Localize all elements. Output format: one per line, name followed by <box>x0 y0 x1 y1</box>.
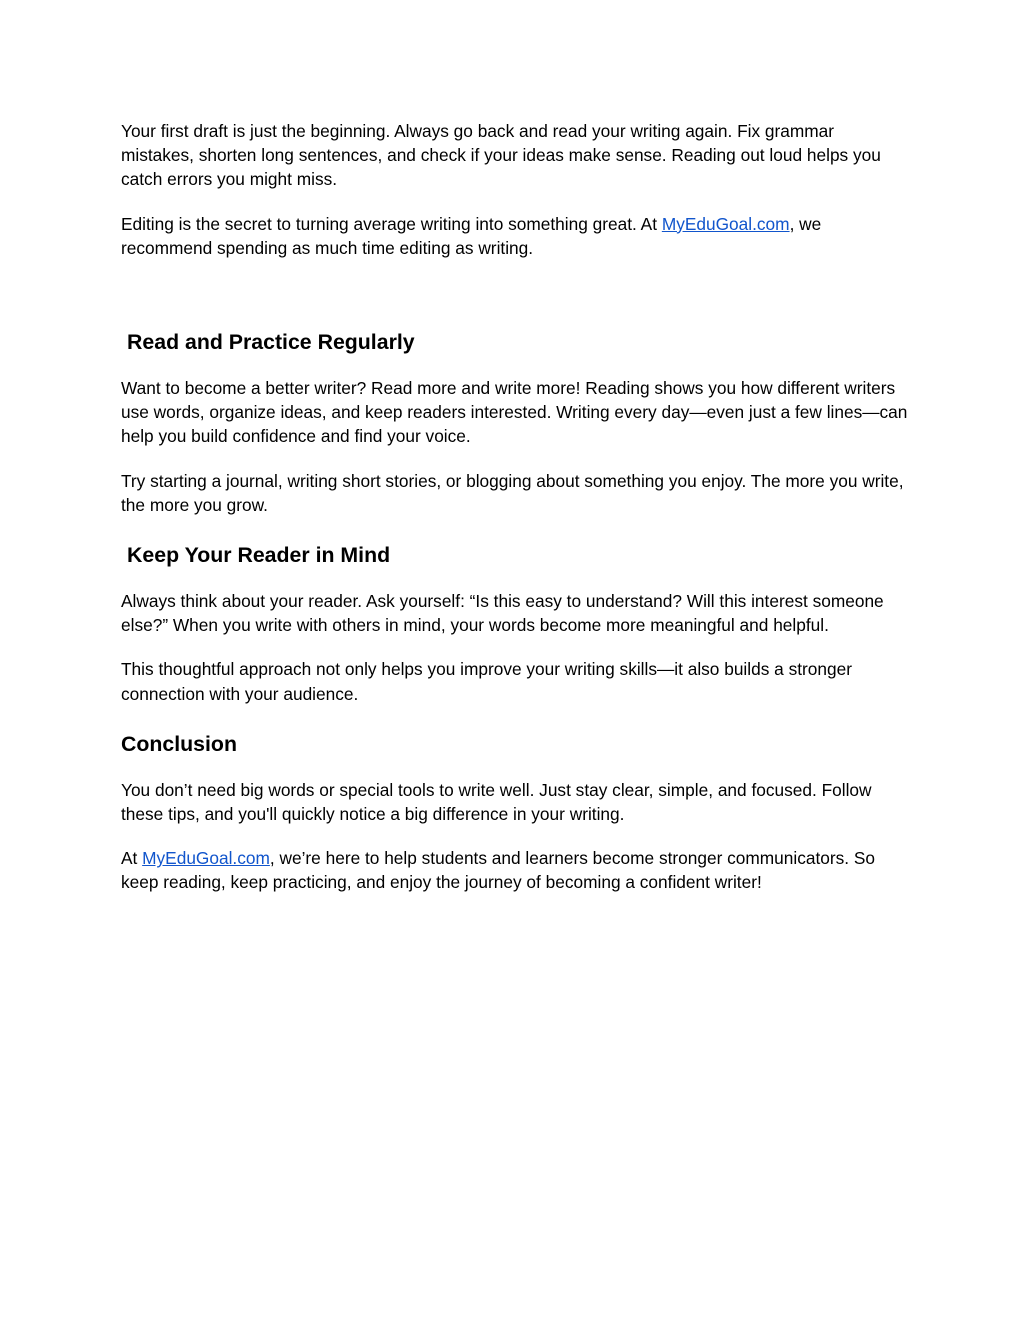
document-body <box>121 119 911 895</box>
conclusion-paragraph-2 <box>121 846 911 894</box>
read-paragraph-1: Want to become a better writer? Read more and write more! Reading shows you how different writers use words, organize ideas, and keep readers interested. Writing every day—even just a few lines—can help you build confidence and find your voice. <box>121 378 908 447</box>
reader-paragraph-1: Always think about your reader. Ask yourself: “Is this easy to understand? Will this interest someone else?” When you write with others in mind, your words become more meaningful and helpful. <box>121 591 884 636</box>
myedugoal-link[interactable]: MyEduGoal.com <box>661 213 790 234</box>
heading-keep-reader-in-mind: Keep Your Reader in Mind <box>127 543 391 568</box>
conclusion-paragraph-2-text-before: At <box>121 848 143 869</box>
intro-paragraph-1: Your first draft is just the beginning. Always go back and read your writing again. Fix grammar mistakes, shorten long sentences, and check if your ideas make sense. Reading out loud helps you catch errors you might miss. <box>121 121 881 190</box>
intro-paragraph-2 <box>121 212 911 260</box>
reader-paragraph-2: This thoughtful approach not only helps you improve your writing skills—it also builds a stronger connection with your audience. <box>121 659 852 704</box>
intro-paragraph-2-text-after: , we recommend spending as much time editing as writing. <box>121 213 822 258</box>
heading-read-and-practice: Read and Practice Regularly <box>127 330 415 355</box>
intro-paragraph-2-text-before: Editing is the secret to turning average writing into something great. At <box>121 213 662 234</box>
myedugoal-link[interactable]: MyEduGoal.com <box>142 848 270 869</box>
conclusion-paragraph-1: You don’t need big words or special tools to write well. Just stay clear, simple, and focused. Follow these tips, and you'll quickly notice a big difference in your writing. <box>121 779 872 825</box>
conclusion-paragraph-2-text-after: , we’re here to help students and learners become stronger communicators. So keep reading, keep practicing, and enjoy the journey of becoming a confident writer! <box>121 848 876 893</box>
heading-conclusion: Conclusion <box>121 731 237 756</box>
read-paragraph-2: Try starting a journal, writing short stories, or blogging about something you enjoy. The more you write, the more you grow. <box>121 470 904 515</box>
